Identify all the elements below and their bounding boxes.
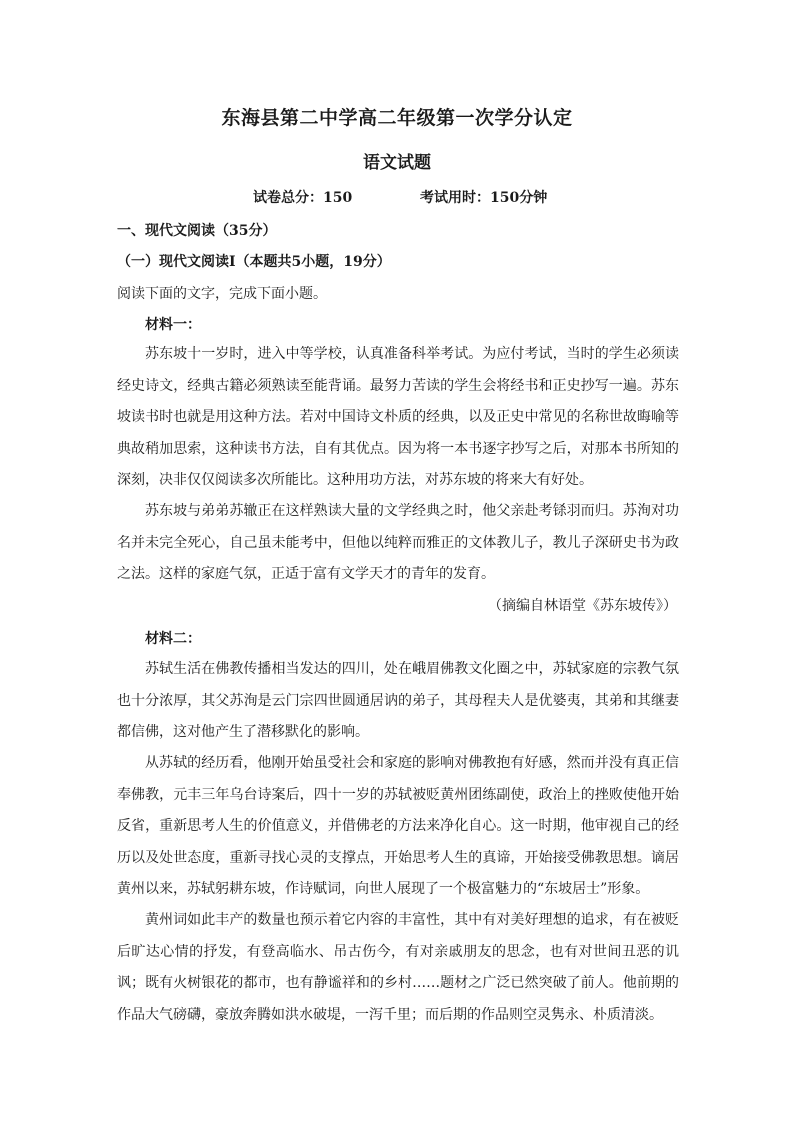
material-one-label: 材料一：: [145, 317, 201, 333]
total-score: 试卷总分：150: [253, 190, 353, 206]
material-one-source: （摘编自林语堂《苏东坡传》）: [488, 598, 677, 614]
material-one-paragraph-2: 苏东坡与弟弟苏辙正在这样熟读大量的文学经典之时，他父亲赴考铩羽而归。苏洵对功名并未完全死心，自己虽未能考中，但他以纯粹而雅正的文体教儿子，教儿子深研史书为政之法。这样的家庭气氛，正适于富有文学天才的青年的发育。: [117, 503, 679, 582]
exam-title: 东海县第二中学高二年级第一次学分认定: [221, 107, 573, 129]
material-two-label: 材料二：: [145, 631, 201, 647]
reading-instruction: 阅读下面的文字，完成下面小题。: [117, 286, 327, 302]
subsection-heading: （一）现代文阅读Ⅰ（本题共5小题，19分）: [117, 254, 391, 270]
exam-time: 考试用时：150分钟: [420, 190, 548, 206]
exam-subtitle: 语文试题: [363, 153, 431, 173]
material-two-paragraph-3: 黄州词如此丰产的数量也预示着它内容的丰富性，其中有对美好理想的追求，有在被贬后旷达心情的抒发，有登高临水、吊古伤今，有对亲戚朋友的思念，也有对世间丑恶的讥讽；既有火树银花的都市，也有静谧祥和的乡村……题材之广泛已然突破了前人。他前期的作品大气磅礴，豪放奔腾如洪水破堤，一泻千里；而后期的作品则空灵隽永、朴质清淡。: [117, 912, 679, 1023]
section-heading: 一、现代文阅读（35分）: [117, 223, 277, 239]
material-one-paragraph-1: 苏东坡十一岁时，进入中等学校，认真准备科举考试。为应付考试，当时的学生必须读经史诗文，经典古籍必须熟读至能背诵。最努力苦读的学生会将经书和正史抄写一遍。苏东坡读书时也就是用这种方法。若对中国诗文朴质的经典，以及正史中常见的名称世故晦喻等典故稍加思索，这种读书方法，自有其优点。因为将一本书逐字抄写之后，对那本书所知的深刻，决非仅仅阅读多次所能比。这种用功方法，对苏东坡的将来大有好处。: [117, 346, 679, 488]
material-two-paragraph-1: 苏轼生活在佛教传播相当发达的四川，处在峨眉佛教文化圈之中，苏轼家庭的宗教气氛也十分浓厚，其父苏洵是云门宗四世圆通居讷的弟子，其母程夫人是优婆夷，其弟和其继妻都信佛，这对他产生了潜移默化的影响。: [117, 661, 679, 740]
material-two-paragraph-2: 从苏轼的经历看，他刚开始虽受社会和家庭的影响对佛教抱有好感，然而并没有真正信奉佛教，元丰三年乌台诗案后，四十一岁的苏轼被贬黄州团练副使，政治上的挫败使他开始反省，重新思考人生的价值意义，并借佛老的方法来净化自心。这一时期，他审视自己的经历以及处世态度，重新寻找心灵的支撑点，开始思考人生的真谛，开始接受佛教思想。谪居黄州以来，苏轼躬耕东坡，作诗赋词，向世人展现了一个极富魅力的“东坡居士”形象。: [117, 755, 679, 897]
